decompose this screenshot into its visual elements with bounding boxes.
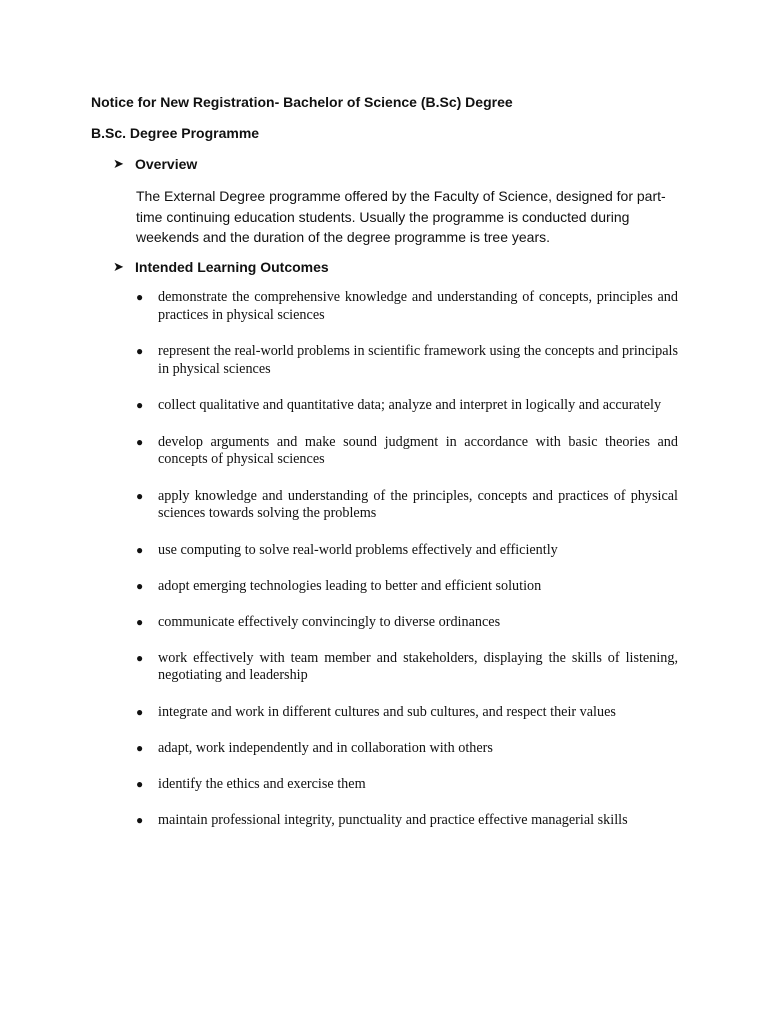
bullet-icon: ● (136, 488, 144, 503)
bullet-icon: ● (136, 776, 144, 791)
bullet-icon: ● (136, 398, 144, 412)
programme-subtitle: B.Sc. Degree Programme (91, 125, 260, 141)
overview-line: time continuing education students. Usually the programme is conducted during (136, 208, 630, 225)
bullet-icon: ● (136, 740, 144, 755)
list-item: ● adopt emerging technologies leading to better and efficient solution (136, 577, 542, 594)
list-item: ● use computing to solve real-world problems effectively and efficiently (136, 541, 558, 558)
bullet-icon: ● (136, 578, 144, 593)
list-item: ● work effectively with team member and stakeholders, displaying the skills of listening, negotiating and leadership (136, 649, 678, 683)
arrow-bullet-icon: ➤ (113, 259, 124, 274)
learning-outcomes-heading (113, 259, 329, 275)
list-item: ● demonstrate the comprehensive knowledge and understanding of concepts, principles and practices in physical sciences (136, 289, 678, 323)
list-item: ● represent the real-world problems in scientific framework using the concepts and principals in physical sciences (136, 343, 678, 377)
bullet-icon: ● (136, 434, 144, 449)
bullet-icon: ● (136, 614, 144, 629)
list-item: ● apply knowledge and understanding of the principles, concepts and practices of physical sciences towards solving the problems (136, 487, 678, 521)
list-item: ● identify the ethics and exercise them (136, 775, 366, 792)
arrow-bullet-icon: ➤ (113, 156, 124, 171)
bullet-icon: ● (136, 704, 144, 719)
page-title: Notice for New Registration- Bachelor of Science (B.Sc) Degree (91, 94, 513, 110)
list-item: ● maintain professional integrity, punctuality and practice effective managerial skills (136, 811, 628, 828)
bullet-icon: ● (136, 812, 144, 827)
list-item: ● develop arguments and make sound judgment in accordance with basic theories and concepts of physical sciences (136, 433, 678, 467)
overview-line: The External Degree programme offered by the Faculty of Science, designed for part- (136, 188, 666, 204)
learning-outcomes-heading-label: Intended Learning Outcomes (135, 259, 329, 275)
list-item: ● adapt, work independently and in collaboration with others (136, 739, 493, 756)
list-item: ● integrate and work in different cultures and sub cultures, and respect their values (136, 703, 616, 720)
list-item: ● collect qualitative and quantitative data; analyze and interpret in logically and accurately (136, 397, 662, 413)
bullet-icon: ● (136, 542, 144, 557)
bullet-icon: ● (136, 290, 144, 304)
overview-line: weekends and the duration of the degree programme is tree years. (136, 229, 551, 245)
bullet-icon: ● (136, 650, 144, 665)
bullet-icon: ● (136, 344, 144, 358)
overview-paragraph (136, 186, 666, 248)
learning-outcomes-list (136, 289, 678, 848)
overview-heading (113, 156, 197, 172)
overview-heading-label: Overview (135, 156, 198, 172)
list-item: ● communicate effectively convincingly to diverse ordinances (136, 613, 501, 630)
